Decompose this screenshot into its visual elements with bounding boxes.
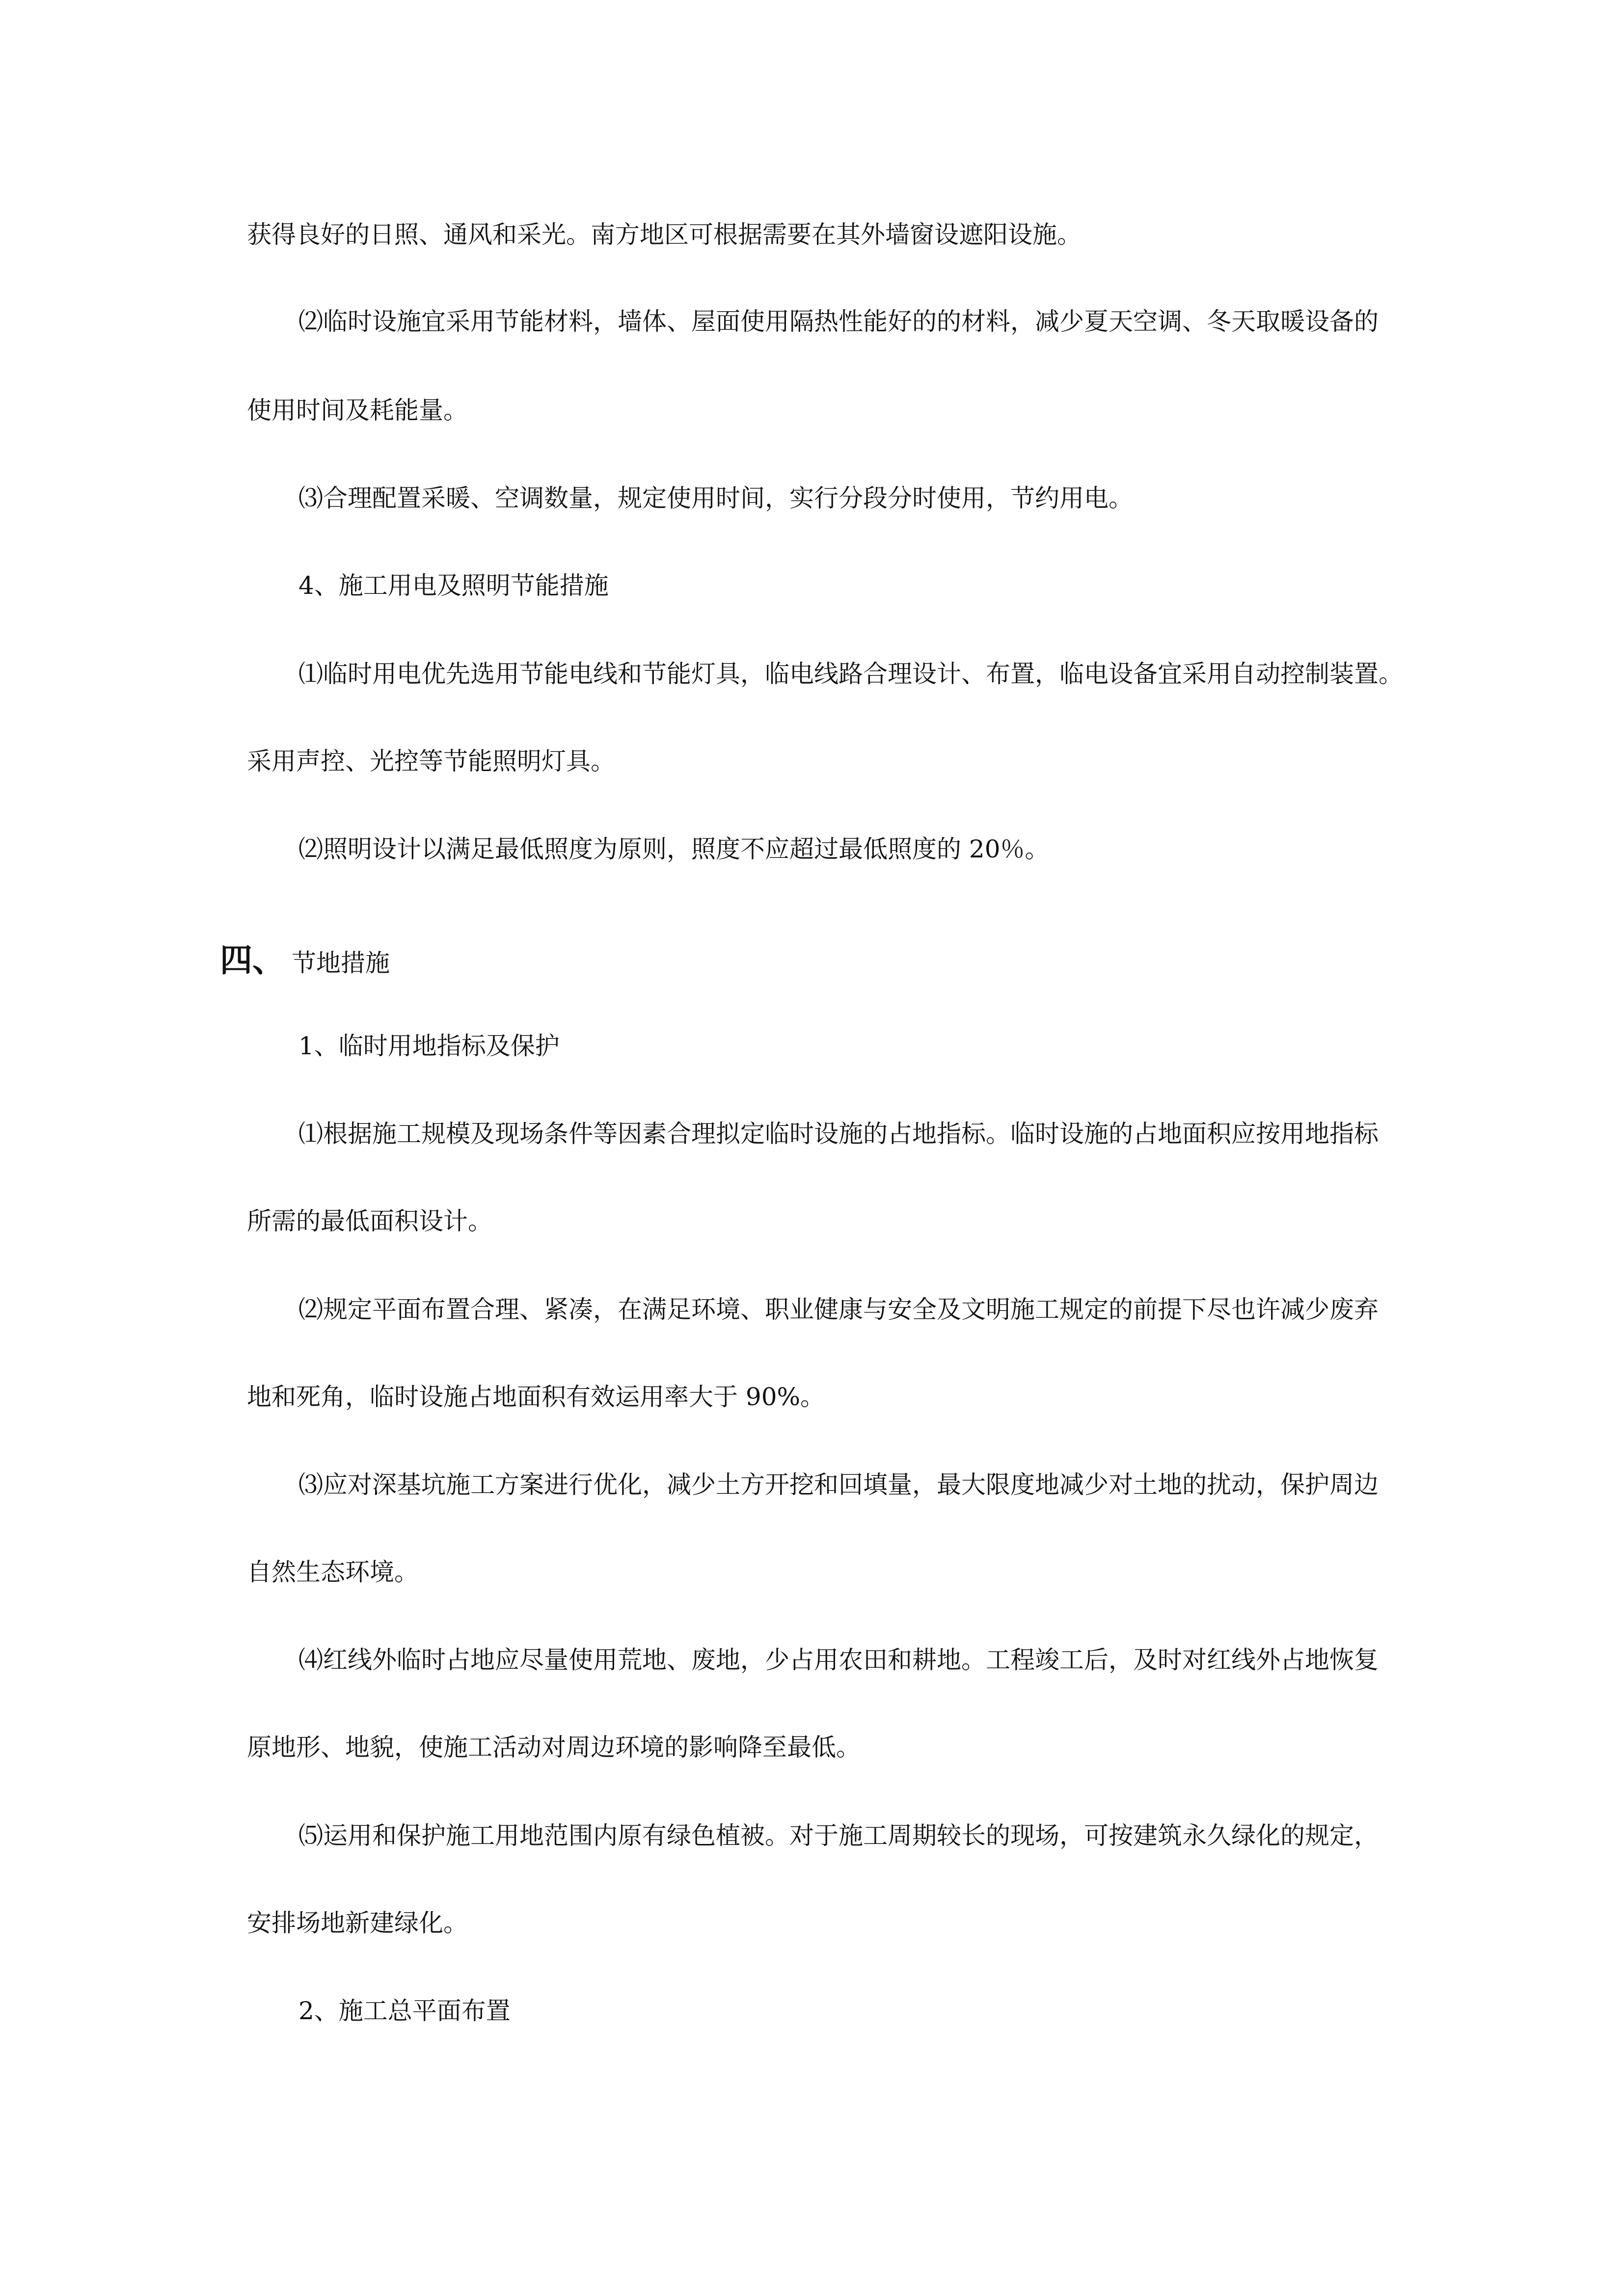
paragraph-line: ⑸运用和保护施工用地范围内原有绿色植被。对于施工周期较长的现场，可按建筑永久绿化的规定， — [298, 1821, 1379, 1850]
paragraph-line: 自然生态环境。 — [247, 1558, 419, 1586]
section-title: 节地措施 — [292, 949, 390, 977]
paragraph-line: ⑴临时用电优先选用节能电线和节能灯具，临电线路合理设计、布置，临电设备宜采用自动控制装置。 — [298, 660, 1403, 688]
paragraph-line: ⑶合理配置采暖、空调数量，规定使用时间，实行分段分时使用，节约用电。 — [298, 484, 1133, 512]
paragraph-line: ⑶应对深基坑施工方案进行优化，减少土方开挖和回填量，最大限度地减少对土地的扰动，保护周边 — [298, 1470, 1379, 1499]
paragraph-line: 采用声控、光控等节能照明灯具。 — [247, 747, 615, 775]
paragraph-line: 安排场地新建绿化。 — [247, 1909, 468, 1937]
paragraph-line: 地和死角，临时设施占地面积有效运用率大于 90%。 — [247, 1383, 825, 1411]
paragraph-line: 获得良好的日照、通风和采光。南方地区可根据需要在其外墙窗设遮阳设施。 — [247, 220, 1082, 249]
subsection-heading: 2、施工总平面布置 — [298, 1997, 511, 2025]
paragraph-line: 原地形、地貌，使施工活动对周边环境的影响降至最低。 — [247, 1733, 861, 1762]
paragraph-line: 使用时间及耗能量。 — [247, 396, 468, 425]
paragraph-line: ⑵照明设计以满足最低照度为原则，照度不应超过最低照度的 20％。 — [298, 835, 1050, 863]
paragraph-line: ⑷红线外临时占地应尽量使用荒地、废地，少占用农田和耕地。工程竣工后，及时对红线外占地恢复 — [298, 1646, 1379, 1674]
paragraph-line: ⑵规定平面布置合理、紧凑，在满足环境、职业健康与安全及文明施工规定的前提下尽也许减少废弃 — [298, 1295, 1379, 1324]
section-number: 四、 — [220, 941, 285, 979]
paragraph-line: ⑵临时设施宜采用节能材料，墙体、屋面使用隔热性能好的的材料，减少夏天空调、冬天取暖设备的 — [298, 307, 1379, 336]
paragraph-line: 所需的最低面积设计。 — [247, 1207, 492, 1235]
paragraph-line: ⑴根据施工规模及现场条件等因素合理拟定临时设施的占地指标。临时设施的占地面积应按用地指标 — [298, 1120, 1379, 1148]
subsection-heading: 4、施工用电及照明节能措施 — [298, 571, 609, 600]
section-heading — [220, 941, 390, 988]
subsection-heading: 1、临时用地指标及保护 — [298, 1032, 560, 1060]
